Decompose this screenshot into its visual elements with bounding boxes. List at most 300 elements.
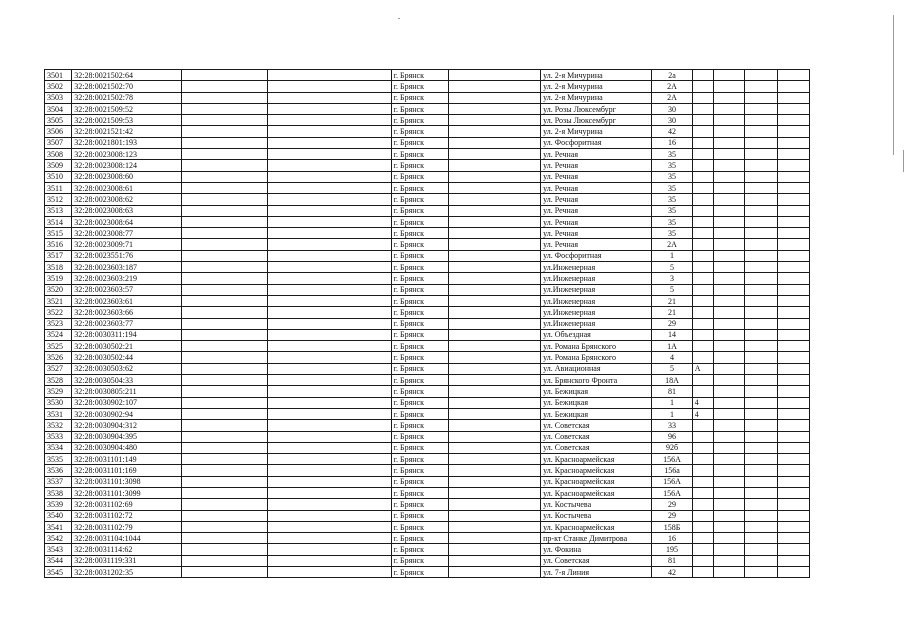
street-cell: ул. Красноармейская [541,487,652,498]
empty-cell [745,454,777,465]
empty-cell [182,205,268,216]
empty-cell [713,149,744,160]
empty-cell [713,307,744,318]
record-number-cell: 3504 [45,103,72,114]
record-number-cell: 3545 [45,567,72,578]
table-row [45,442,810,453]
empty-cell [182,171,268,182]
empty-cell [449,408,541,419]
house-number-cell: 30 [652,103,692,114]
record-number-cell: 3534 [45,442,72,453]
record-number-cell: 3523 [45,318,72,329]
house-number-cell: 195 [652,544,692,555]
table-row [45,115,810,126]
empty-cell [745,329,777,340]
house-number-cell: 29 [652,499,692,510]
city-cell: г. Брянск [391,442,449,453]
cadastral-number-cell: 32:28:0030902:94 [72,408,182,419]
empty-cell [777,318,809,329]
city-cell: г. Брянск [391,216,449,227]
city-cell: г. Брянск [391,239,449,250]
record-number-cell: 3516 [45,239,72,250]
empty-cell [745,510,777,521]
empty-cell [182,103,268,114]
empty-cell [268,194,391,205]
empty-cell [745,194,777,205]
empty-cell [745,228,777,239]
city-cell: г. Брянск [391,295,449,306]
empty-cell [777,284,809,295]
cadastral-number-cell: 32:28:0023008:62 [72,194,182,205]
empty-cell [182,194,268,205]
document-sheet [44,69,810,578]
empty-cell [745,420,777,431]
empty-cell [268,567,391,578]
cadastral-number-cell: 32:28:0023551:76 [72,250,182,261]
empty-cell [777,510,809,521]
empty-cell [268,521,391,532]
empty-cell [182,329,268,340]
building-letter-cell: 4 [692,397,713,408]
empty-cell [777,408,809,419]
empty-cell [268,465,391,476]
empty-cell [449,341,541,352]
empty-cell [449,510,541,521]
empty-cell [449,375,541,386]
empty-cell [745,239,777,250]
empty-cell [713,555,744,566]
table-row [45,510,810,521]
building-letter-cell [692,476,713,487]
street-cell: ул. Речная [541,216,652,227]
house-number-cell: 2А [652,239,692,250]
empty-cell [745,295,777,306]
building-letter-cell [692,499,713,510]
record-number-cell: 3515 [45,228,72,239]
building-letter-cell: 4 [692,408,713,419]
building-letter-cell [692,284,713,295]
house-number-cell: 5 [652,363,692,374]
building-letter-cell [692,307,713,318]
record-number-cell: 3528 [45,375,72,386]
cadastral-number-cell: 32:28:0023008:61 [72,182,182,193]
empty-cell [268,149,391,160]
record-number-cell: 3529 [45,386,72,397]
street-cell: ул. 2-я Мичурина [541,70,652,81]
empty-cell [745,284,777,295]
empty-cell [449,487,541,498]
city-cell: г. Брянск [391,250,449,261]
building-letter-cell [692,510,713,521]
empty-cell [182,555,268,566]
city-cell: г. Брянск [391,307,449,318]
house-number-cell: 1А [652,341,692,352]
empty-cell [182,273,268,284]
cadastral-number-cell: 32:28:0023603:219 [72,273,182,284]
street-cell: ул. Объездная [541,329,652,340]
table-row [45,318,810,329]
record-number-cell: 3533 [45,431,72,442]
street-cell: ул. Романа Брянского [541,341,652,352]
cadastral-number-cell: 32:28:0023009:71 [72,239,182,250]
house-number-cell: 42 [652,567,692,578]
record-number-cell: 3517 [45,250,72,261]
record-number-cell: 3539 [45,499,72,510]
table-row [45,262,810,273]
street-cell: ул.Инженерная [541,262,652,273]
table-row [45,408,810,419]
empty-cell [449,329,541,340]
empty-cell [182,431,268,442]
empty-cell [713,92,744,103]
cadastral-number-cell: 32:28:0030504:33 [72,375,182,386]
empty-cell [777,115,809,126]
city-cell: г. Брянск [391,375,449,386]
empty-cell [745,160,777,171]
empty-cell [745,103,777,114]
city-cell: г. Брянск [391,194,449,205]
empty-cell [777,182,809,193]
empty-cell [777,250,809,261]
house-number-cell: 35 [652,149,692,160]
record-number-cell: 3509 [45,160,72,171]
empty-cell [713,363,744,374]
table-row [45,465,810,476]
building-letter-cell [692,81,713,92]
empty-cell [745,386,777,397]
building-letter-cell [692,487,713,498]
record-number-cell: 3540 [45,510,72,521]
table-row [45,476,810,487]
cadastral-number-cell: 32:28:0023603:57 [72,284,182,295]
building-letter-cell [692,375,713,386]
building-letter-cell [692,465,713,476]
street-cell: ул. Красноармейская [541,465,652,476]
table-row [45,194,810,205]
empty-cell [777,194,809,205]
empty-cell [268,115,391,126]
empty-cell [777,149,809,160]
scan-edge-mark [893,15,894,155]
empty-cell [713,476,744,487]
record-number-cell: 3510 [45,171,72,182]
cadastral-number-cell: 32:28:0023603:187 [72,262,182,273]
building-letter-cell [692,250,713,261]
empty-cell [713,137,744,148]
building-letter-cell [692,70,713,81]
cadastral-number-cell: 32:28:0031101:3099 [72,487,182,498]
street-cell: ул. Бежицкая [541,397,652,408]
empty-cell [713,533,744,544]
empty-cell [268,228,391,239]
building-letter-cell [692,273,713,284]
house-number-cell: 35 [652,205,692,216]
street-cell: ул. Красноармейская [541,454,652,465]
empty-cell [449,295,541,306]
empty-cell [745,307,777,318]
street-cell: ул. Авиационная [541,363,652,374]
empty-cell [268,182,391,193]
street-cell: ул. Речная [541,228,652,239]
building-letter-cell [692,386,713,397]
city-cell: г. Брянск [391,182,449,193]
street-cell: ул. Речная [541,160,652,171]
building-letter-cell [692,103,713,114]
street-cell: ул. Брянского Фронта [541,375,652,386]
record-number-cell: 3508 [45,149,72,160]
building-letter-cell [692,420,713,431]
empty-cell [182,115,268,126]
table-row [45,273,810,284]
empty-cell [745,341,777,352]
city-cell: г. Брянск [391,476,449,487]
street-cell: пр-кт Станке Димитрова [541,533,652,544]
record-number-cell: 3520 [45,284,72,295]
record-number-cell: 3527 [45,363,72,374]
record-number-cell: 3519 [45,273,72,284]
empty-cell [182,533,268,544]
table-row [45,499,810,510]
empty-cell [713,454,744,465]
city-cell: г. Брянск [391,420,449,431]
empty-cell [745,465,777,476]
empty-cell [713,329,744,340]
empty-cell [777,555,809,566]
empty-cell [449,205,541,216]
empty-cell [449,499,541,510]
house-number-cell: 29 [652,510,692,521]
record-number-cell: 3518 [45,262,72,273]
empty-cell [182,454,268,465]
street-cell: ул. Речная [541,182,652,193]
cadastral-number-cell: 32:28:0031101:149 [72,454,182,465]
table-row [45,239,810,250]
record-number-cell: 3521 [45,295,72,306]
empty-cell [745,555,777,566]
city-cell: г. Брянск [391,454,449,465]
city-cell: г. Брянск [391,318,449,329]
cadastral-number-cell: 32:28:0023008:63 [72,205,182,216]
street-cell: ул. Речная [541,239,652,250]
city-cell: г. Брянск [391,533,449,544]
empty-cell [713,239,744,250]
street-cell: ул. Советская [541,431,652,442]
cadastral-number-cell: 32:28:0031119:331 [72,555,182,566]
record-number-cell: 3535 [45,454,72,465]
city-cell: г. Брянск [391,567,449,578]
empty-cell [745,533,777,544]
empty-cell [745,499,777,510]
empty-cell [449,431,541,442]
cadastral-number-cell: 32:28:0031202:35 [72,567,182,578]
empty-cell [449,92,541,103]
table-row [45,284,810,295]
empty-cell [713,318,744,329]
empty-cell [745,273,777,284]
empty-cell [745,567,777,578]
empty-cell [182,70,268,81]
city-cell: г. Брянск [391,115,449,126]
empty-cell [777,375,809,386]
building-letter-cell [692,171,713,182]
house-number-cell: 158Б [652,521,692,532]
street-cell: ул. Красноармейская [541,521,652,532]
empty-cell [745,431,777,442]
empty-cell [268,454,391,465]
cadastral-number-cell: 32:28:0030502:44 [72,352,182,363]
empty-cell [713,194,744,205]
table-row [45,397,810,408]
empty-cell [777,397,809,408]
house-number-cell: 18А [652,375,692,386]
city-cell: г. Брянск [391,521,449,532]
empty-cell [268,533,391,544]
table-row [45,375,810,386]
empty-cell [449,420,541,431]
empty-cell [268,160,391,171]
empty-cell [777,386,809,397]
table-row [45,228,810,239]
empty-cell [268,103,391,114]
record-number-cell: 3514 [45,216,72,227]
house-number-cell: 4 [652,352,692,363]
house-number-cell: 92б [652,442,692,453]
table-row [45,420,810,431]
street-cell: ул. Фосфоритная [541,250,652,261]
empty-cell [268,239,391,250]
house-number-cell: 35 [652,171,692,182]
street-cell: ул. Розы Люксембург [541,115,652,126]
empty-cell [182,408,268,419]
empty-cell [713,115,744,126]
empty-cell [268,329,391,340]
house-number-cell: 81 [652,555,692,566]
empty-cell [182,341,268,352]
empty-cell [268,510,391,521]
building-letter-cell [692,454,713,465]
empty-cell [713,397,744,408]
empty-cell [745,476,777,487]
empty-cell [268,487,391,498]
cadastral-number-cell: 32:28:0030904:395 [72,431,182,442]
cadastral-number-cell: 32:28:0021502:64 [72,70,182,81]
empty-cell [745,318,777,329]
city-cell: г. Брянск [391,103,449,114]
empty-cell [713,420,744,431]
empty-cell [777,216,809,227]
record-number-cell: 3526 [45,352,72,363]
address-registry-table [44,69,810,578]
street-cell: ул. Фокина [541,544,652,555]
empty-cell [777,363,809,374]
table-row [45,567,810,578]
empty-cell [713,465,744,476]
building-letter-cell [692,262,713,273]
building-letter-cell [692,160,713,171]
record-number-cell: 3537 [45,476,72,487]
house-number-cell: 35 [652,194,692,205]
empty-cell [745,442,777,453]
street-cell: ул. Фосфоритная [541,137,652,148]
empty-cell [713,205,744,216]
empty-cell [777,295,809,306]
empty-cell [268,250,391,261]
empty-cell [745,182,777,193]
empty-cell [777,81,809,92]
empty-cell [182,487,268,498]
table-row [45,521,810,532]
empty-cell [268,420,391,431]
empty-cell [268,81,391,92]
street-cell: ул. 2-я Мичурина [541,92,652,103]
empty-cell [182,250,268,261]
empty-cell [449,160,541,171]
building-letter-cell [692,182,713,193]
empty-cell [745,205,777,216]
empty-cell [449,363,541,374]
house-number-cell: 156А [652,454,692,465]
empty-cell [713,375,744,386]
empty-cell [268,442,391,453]
cadastral-number-cell: 32:28:0031102:79 [72,521,182,532]
cadastral-number-cell: 32:28:0023008:124 [72,160,182,171]
empty-cell [449,137,541,148]
building-letter-cell [692,92,713,103]
empty-cell [713,431,744,442]
city-cell: г. Брянск [391,431,449,442]
city-cell: г. Брянск [391,352,449,363]
house-number-cell: 35 [652,216,692,227]
cadastral-number-cell: 32:28:0021801:193 [72,137,182,148]
table-row [45,137,810,148]
empty-cell [777,567,809,578]
street-cell: ул. Костычева [541,510,652,521]
building-letter-cell [692,126,713,137]
empty-cell [745,250,777,261]
empty-cell [713,284,744,295]
empty-cell [713,103,744,114]
empty-cell [777,92,809,103]
city-cell: г. Брянск [391,363,449,374]
record-number-cell: 3511 [45,182,72,193]
empty-cell [268,408,391,419]
empty-cell [268,397,391,408]
house-number-cell: 2а [652,70,692,81]
empty-cell [182,160,268,171]
empty-cell [449,544,541,555]
table-row [45,555,810,566]
cadastral-number-cell: 32:28:0031102:69 [72,499,182,510]
empty-cell [182,239,268,250]
house-number-cell: 81 [652,386,692,397]
empty-cell [745,363,777,374]
city-cell: г. Брянск [391,408,449,419]
empty-cell [713,352,744,363]
empty-cell [449,386,541,397]
empty-cell [182,420,268,431]
record-number-cell: 3522 [45,307,72,318]
empty-cell [777,454,809,465]
building-letter-cell [692,352,713,363]
empty-cell [268,171,391,182]
empty-cell [777,521,809,532]
house-number-cell: 21 [652,295,692,306]
house-number-cell: 5 [652,284,692,295]
empty-cell [182,149,268,160]
table-row [45,81,810,92]
record-number-cell: 3506 [45,126,72,137]
empty-cell [449,262,541,273]
